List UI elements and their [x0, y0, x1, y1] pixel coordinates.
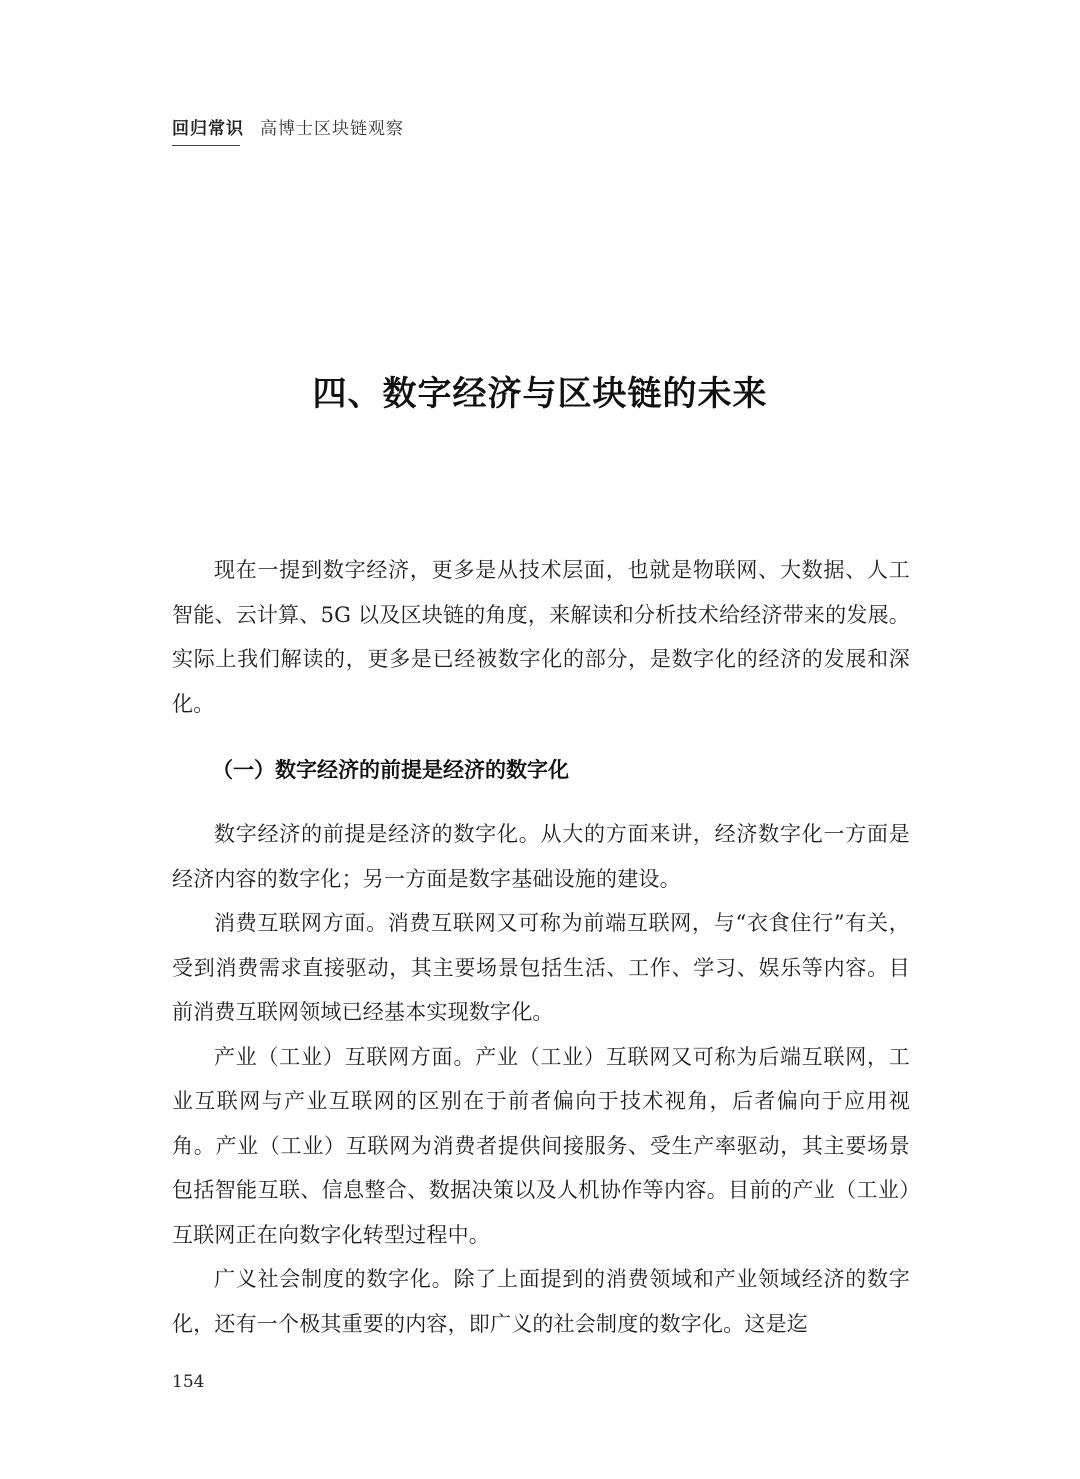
chapter-title: 四、数字经济与区块链的未来: [312, 374, 768, 414]
series-title: 回归常识: [172, 119, 244, 139]
section-heading: （一）数字经济的前提是经济的数字化: [212, 758, 569, 782]
paragraph-digital-economy-premise: 数字经济的前提是经济的数字化。从大的方面来讲，经济数字化一方面是经济内容的数字化；另一方面是数字基础设施的建设。: [172, 822, 910, 891]
running-header: [172, 114, 404, 139]
header-rule: [172, 145, 240, 146]
body-text: [172, 548, 910, 1346]
paragraph-consumer-internet: 消费互联网方面。消费互联网又可称为前端互联网，与“衣食住行”有关，受到消费需求直接驱动，其主要场景包括生活、工作、学习、娱乐等内容。目前消费互联网领域已经基本实现数字化。: [172, 911, 910, 1024]
book-title: 高博士区块链观察: [260, 119, 404, 139]
page-number: 154: [172, 1372, 205, 1392]
intro-paragraph: 现在一提到数字经济，更多是从技术层面，也就是物联网、大数据、人工智能、云计算、5G 以及区块链的角度，来解读和分析技术给经济带来的发展。实际上我们解读的，更多是已经被数字化的部分，是数字化的经济的发展和深化。: [172, 558, 910, 716]
paragraph-social-institutions: 广义社会制度的数字化。除了上面提到的消费领域和产业领域经济的数字化，还有一个极其重要的内容，即广义的社会制度的数字化。这是迄: [172, 1267, 910, 1336]
paragraph-industrial-internet: 产业（工业）互联网方面。产业（工业）互联网又可称为后端互联网，工业互联网与产业互联网的区别在于前者偏向于技术视角，后者偏向于应用视角。产业（工业）互联网为消费者提供间接服务、受生产率驱动，其主要场景包括智能互联、信息整合、数据决策以及人机协作等内容。目前的产业（工业）互联网正在向数字化转型过程中。: [172, 1044, 910, 1247]
